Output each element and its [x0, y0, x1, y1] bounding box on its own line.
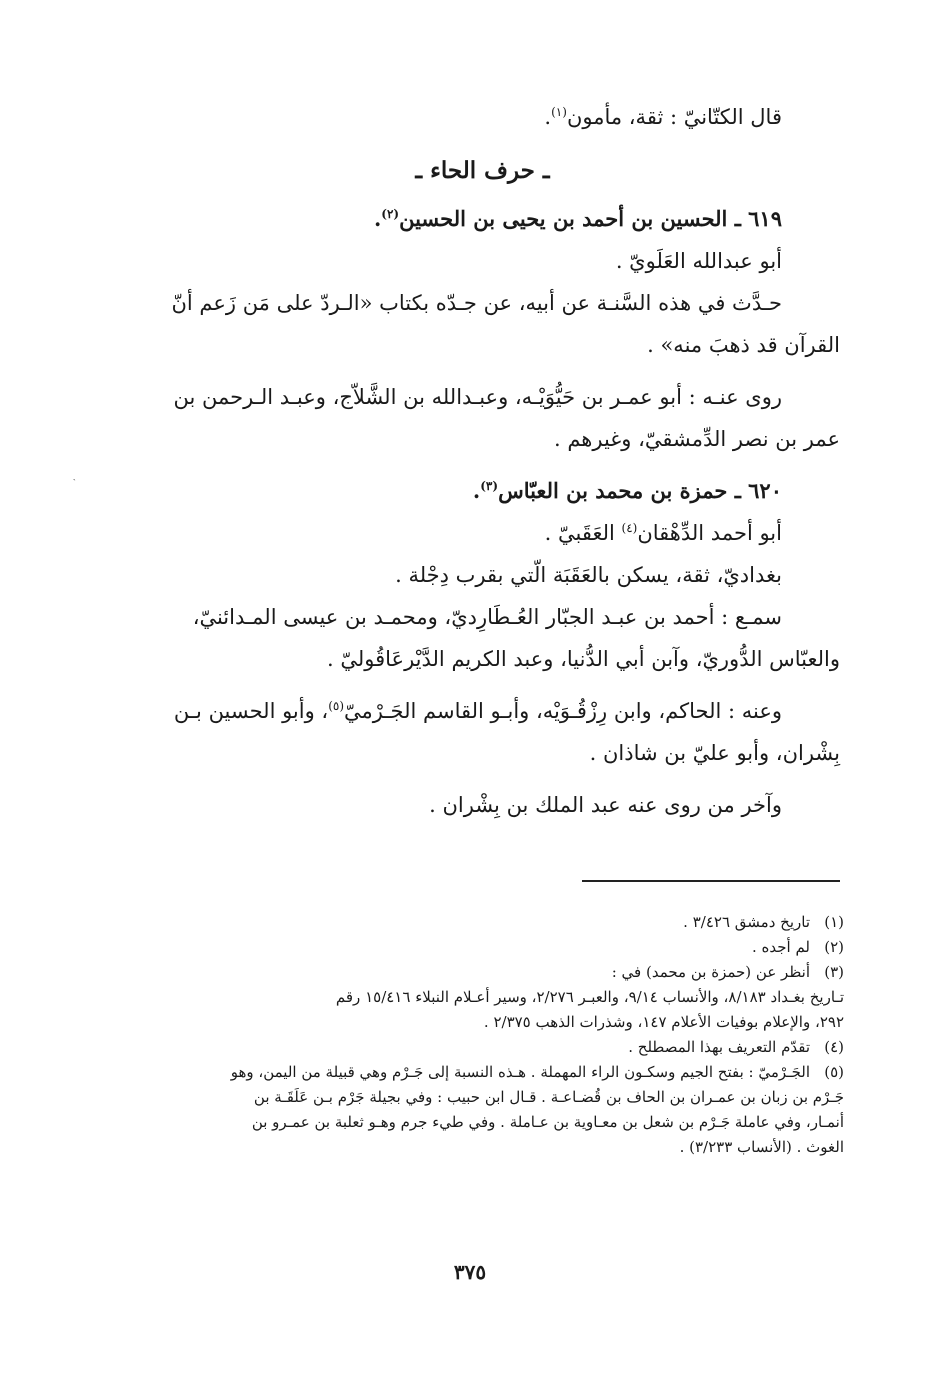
entry-619-kunya: أبو عبدالله العَلَويّ .: [615, 249, 782, 273]
entry-620-para1: بغداديّ، ثقة، يسكن بالعَقَبَة الّتي بقرب دِجْلة .: [395, 563, 782, 587]
section-heading: ـ حرف الحاء ـ: [415, 157, 550, 184]
footnote-separator: [582, 880, 840, 882]
footnote-text: [132, 935, 810, 960]
footnote-text: [132, 910, 810, 935]
entry-620-para4: وآخر من روى عنه عبد الملك بن بِشْران .: [429, 793, 782, 817]
entry-620-kunya: [125, 512, 840, 554]
footnote-number: (٢): [824, 938, 844, 956]
footnote-line: أنظر عن (حمزة بن محمد) في :: [611, 963, 810, 981]
footnote-5-continuation: [132, 1085, 844, 1160]
entry-620-kunya-a: أبو أحمد الدِّهْقان: [637, 521, 782, 545]
footnote-text: [132, 1085, 844, 1160]
entry-619-title: [125, 198, 840, 240]
footnote-line: لم أجده .: [751, 938, 810, 956]
kattani-line: [125, 96, 840, 138]
kattani-text: قال الكتّانيّ : ثقة، مأمون: [566, 105, 782, 129]
kattani-end: .: [544, 105, 552, 129]
entry-619-para2-line2: عمر بن نصر الدِّمشقيّ، وغيرهم .: [553, 427, 840, 451]
footnote-number: (١): [824, 913, 844, 931]
footnote-ref-5: (٥): [328, 699, 345, 713]
footnote-ref-2: (٢): [381, 207, 400, 221]
entry-620-para3-b: ، وأبو الحسين بـن: [173, 699, 329, 723]
footnote-number: (٥): [824, 1063, 844, 1081]
entry-620-para2-line2: والعبّاس الدُّوريّ، وآبن أبي الدُّنيا، وعبد الكريم الدَّيْرعَاقُوليّ .: [327, 647, 840, 671]
footnote-text: [132, 960, 810, 985]
entry-620-title: [125, 470, 840, 512]
footnote-line: أنمـار، وفي عاملة جَـرْم بن شعل بن معـاوية بن عـاملة . وفي طيء جرم وهـو ثعلبة بن عمـرو بن: [251, 1113, 844, 1131]
footnote-3-continuation: [132, 985, 844, 1035]
footnote-line: تـاريخ بغـداد ٨/١٨٣، والأنساب ٩/١٤، والعبـر ٢/٢٧٦، وسير أعـلام النبلاء ١٥/٤١٦ رقم: [335, 988, 844, 1006]
entry-619-title-text: ٦١٩ ـ الحسين بن أحمد بن يحيى بن الحسين: [399, 206, 782, 231]
entry-619-para1-line2: القرآن قد ذهبَ منه» .: [647, 333, 840, 357]
footnote-line: تاريخ دمشق ٣/٤٢٦ .: [683, 913, 810, 931]
margin-mark: ˏ: [72, 470, 76, 481]
entry-620-para3-line2: بِشْران، وأبو عليّ بن شاذان .: [589, 741, 840, 765]
footnote-number: (٤): [824, 1038, 844, 1056]
footnote-line: تقدّم التعريف بهذا المصطلح .: [628, 1038, 810, 1056]
main-text: [125, 96, 840, 826]
footnote-line: ٢٩٢، والإعلام بوفيات الأعلام ١٤٧، وشذرات الذهب ٢/٣٧٥ .: [483, 1013, 844, 1031]
entry-620-title-text: ٦٢٠ ـ حمزة بن محمد بن العبّاس: [498, 478, 782, 503]
footnote-line: الغوث . (الأنساب ٣/٢٣٣) .: [679, 1138, 844, 1156]
footnote-number: (٣): [824, 963, 844, 981]
footnote-text: [132, 1060, 810, 1085]
entry-619-para1-line1: حـدَّث في هذه السَّنـة عن أبيه، عن جـدّه بكتاب «الـردّ على مَن زَعم أنّ: [171, 291, 782, 315]
entry-620-kunya-b: العَقَبيّ .: [544, 521, 622, 545]
page-number: ٣٧٥: [453, 1260, 487, 1284]
footnote-5: [132, 1060, 844, 1085]
entry-620-para3-a: وعنه : الحاكم، وابن رِزْقُـوَيْه، وأبـو القاسم الجَـرْميّ: [344, 699, 782, 723]
footnote-4: [132, 1035, 844, 1060]
entry-619-title-end: .: [373, 206, 382, 231]
footnote-ref-4: (٤): [621, 521, 638, 535]
footnote-text: [132, 1035, 810, 1060]
footnote-ref-1: (١): [551, 105, 567, 119]
footnotes: [132, 910, 844, 1160]
entry-620-title-end: .: [472, 478, 481, 503]
footnote-ref-3: (٣): [480, 479, 499, 493]
footnote-2: [132, 935, 844, 960]
footnote-line: جَـرْم بن زبان بن عمـران بن الحاف بن قُضـاعـة . قـال ابن حبيب : وفي بجيلة جَرْم بـن عَلَقَـة بن: [253, 1088, 844, 1106]
footnote-3: [132, 960, 844, 985]
footnote-line: الجَـرْميّ : بفتح الجيم وسكـون الراء المهملة . هـذه النسبة إلى جَـرْم وهي قبيلة من اليمن، وهو: [230, 1063, 810, 1081]
footnote-text: [132, 985, 844, 1035]
entry-619-para2-line1: روى عنـه : أبو عمـر بن حَيُّوَيْـه، وعبـدالله بن الشَّلاّج، وعبـد الـرحمن بن: [173, 385, 782, 409]
entry-620-para3-line1: [125, 690, 840, 732]
entry-620-para2-line1: سمـع : أحمد بن عبـد الجبّار العُـطَارِديّ، ومحمـد بن عيسى المـدائنيّ،: [192, 605, 782, 629]
footnote-1: [132, 910, 844, 935]
